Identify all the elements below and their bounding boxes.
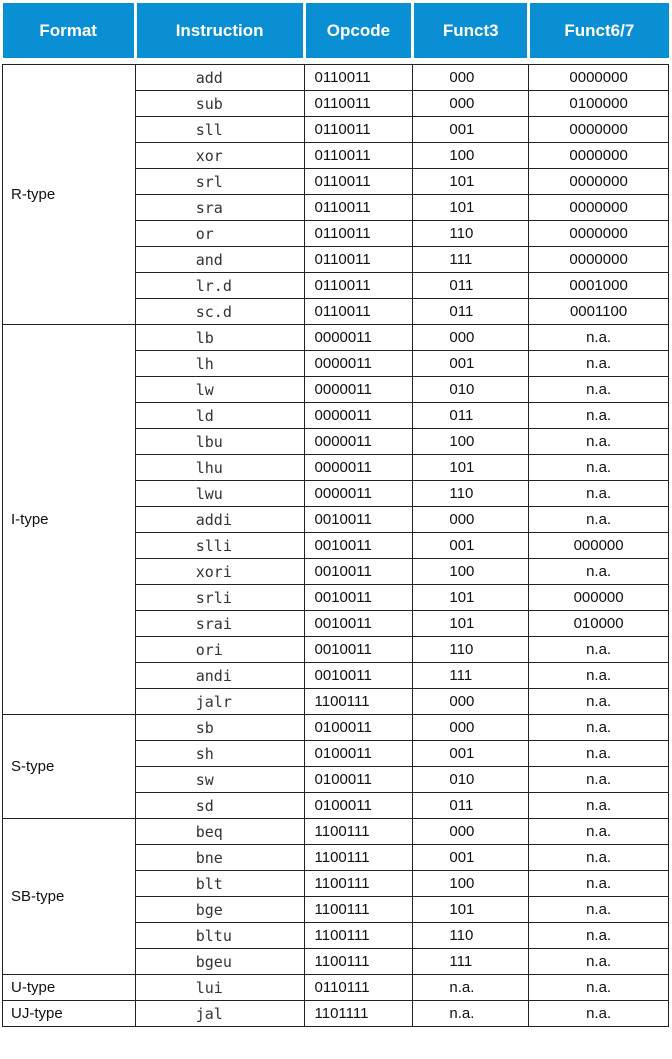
instruction-cell: sh xyxy=(135,741,304,767)
funct67-cell: n.a. xyxy=(529,559,669,585)
funct67-cell: n.a. xyxy=(529,481,669,507)
funct67-cell: 0000000 xyxy=(529,143,669,169)
instruction-cell: sub xyxy=(135,91,304,117)
funct67-cell: n.a. xyxy=(529,455,669,481)
instruction-cell: lr.d xyxy=(135,273,304,299)
instruction-cell: ori xyxy=(135,637,304,663)
opcode-cell: 0100011 xyxy=(304,767,413,793)
funct67-cell: n.a. xyxy=(529,403,669,429)
table-header xyxy=(3,3,669,58)
instruction-cell: slli xyxy=(135,533,304,559)
funct67-cell: 010000 xyxy=(529,611,669,637)
opcode-cell: 1100111 xyxy=(304,871,413,897)
instruction-cell: sd xyxy=(135,793,304,819)
opcode-cell: 0110011 xyxy=(304,221,413,247)
funct3-cell: 100 xyxy=(413,871,529,897)
instruction-cell: lh xyxy=(135,351,304,377)
funct67-cell: n.a. xyxy=(529,975,669,1001)
funct3-cell: 101 xyxy=(413,455,529,481)
funct67-cell: n.a. xyxy=(529,923,669,949)
opcode-cell: 0100011 xyxy=(304,793,413,819)
instruction-cell: xor xyxy=(135,143,304,169)
funct3-cell: 101 xyxy=(413,169,529,195)
funct67-cell: n.a. xyxy=(529,767,669,793)
instruction-cell: sra xyxy=(135,195,304,221)
header-instruction: Instruction xyxy=(135,3,304,58)
funct3-cell: 101 xyxy=(413,897,529,923)
funct3-cell: 100 xyxy=(413,559,529,585)
funct3-cell: 110 xyxy=(413,923,529,949)
funct67-cell: n.a. xyxy=(529,325,669,351)
funct3-cell: 001 xyxy=(413,741,529,767)
table-row xyxy=(3,65,669,91)
opcode-cell: 0010011 xyxy=(304,663,413,689)
instruction-cell: srli xyxy=(135,585,304,611)
instruction-cell: ld xyxy=(135,403,304,429)
opcode-cell: 0110011 xyxy=(304,273,413,299)
table-row xyxy=(3,325,669,351)
instruction-cell: lwu xyxy=(135,481,304,507)
opcode-cell: 0100011 xyxy=(304,741,413,767)
header-funct3: Funct3 xyxy=(413,3,529,58)
instruction-cell: lw xyxy=(135,377,304,403)
funct67-cell: n.a. xyxy=(529,897,669,923)
funct3-cell: 111 xyxy=(413,663,529,689)
funct3-cell: 000 xyxy=(413,65,529,91)
funct67-cell: n.a. xyxy=(529,871,669,897)
instruction-cell: lui xyxy=(135,975,304,1001)
funct67-cell: 0100000 xyxy=(529,91,669,117)
funct3-cell: 111 xyxy=(413,949,529,975)
instruction-cell: jal xyxy=(135,1001,304,1027)
instruction-cell: bltu xyxy=(135,923,304,949)
funct67-cell: 000000 xyxy=(529,585,669,611)
funct3-cell: 010 xyxy=(413,767,529,793)
funct3-cell: 000 xyxy=(413,507,529,533)
instruction-cell: beq xyxy=(135,819,304,845)
instruction-cell: and xyxy=(135,247,304,273)
opcode-cell: 0000011 xyxy=(304,481,413,507)
funct67-cell: n.a. xyxy=(529,377,669,403)
funct67-cell: 000000 xyxy=(529,533,669,559)
instruction-cell: lhu xyxy=(135,455,304,481)
funct67-cell: n.a. xyxy=(529,429,669,455)
funct3-cell: n.a. xyxy=(413,1001,529,1027)
instruction-cell: sw xyxy=(135,767,304,793)
funct67-cell: n.a. xyxy=(529,715,669,741)
format-cell: S-type xyxy=(3,715,136,819)
funct3-cell: 011 xyxy=(413,273,529,299)
opcode-cell: 0000011 xyxy=(304,455,413,481)
format-cell: I-type xyxy=(3,325,136,715)
instruction-cell: addi xyxy=(135,507,304,533)
funct67-cell: 0000000 xyxy=(529,65,669,91)
funct3-cell: n.a. xyxy=(413,975,529,1001)
funct67-cell: 0000000 xyxy=(529,169,669,195)
funct67-cell: 0000000 xyxy=(529,117,669,143)
funct3-cell: 010 xyxy=(413,377,529,403)
instruction-cell: lb xyxy=(135,325,304,351)
instruction-cell: lbu xyxy=(135,429,304,455)
instruction-cell: jalr xyxy=(135,689,304,715)
funct3-cell: 101 xyxy=(413,195,529,221)
table-body xyxy=(3,58,669,1027)
instruction-cell: add xyxy=(135,65,304,91)
funct3-cell: 100 xyxy=(413,143,529,169)
instruction-cell: blt xyxy=(135,871,304,897)
opcode-cell: 0010011 xyxy=(304,507,413,533)
opcode-cell: 1100111 xyxy=(304,845,413,871)
funct67-cell: n.a. xyxy=(529,1001,669,1027)
opcode-cell: 0110011 xyxy=(304,169,413,195)
table-row xyxy=(3,1001,669,1027)
funct67-cell: n.a. xyxy=(529,741,669,767)
opcode-cell: 1100111 xyxy=(304,689,413,715)
opcode-cell: 0110011 xyxy=(304,143,413,169)
opcode-cell: 0000011 xyxy=(304,429,413,455)
funct3-cell: 101 xyxy=(413,611,529,637)
opcode-cell: 0110011 xyxy=(304,65,413,91)
funct3-cell: 001 xyxy=(413,533,529,559)
funct67-cell: 0000000 xyxy=(529,221,669,247)
opcode-cell: 0100011 xyxy=(304,715,413,741)
instruction-cell: andi xyxy=(135,663,304,689)
instruction-cell: srai xyxy=(135,611,304,637)
format-cell: R-type xyxy=(3,65,136,325)
funct3-cell: 110 xyxy=(413,221,529,247)
opcode-cell: 1101111 xyxy=(304,1001,413,1027)
funct67-cell: n.a. xyxy=(529,845,669,871)
instruction-cell: srl xyxy=(135,169,304,195)
funct67-cell: 0000000 xyxy=(529,247,669,273)
opcode-cell: 1100111 xyxy=(304,819,413,845)
opcode-cell: 0010011 xyxy=(304,559,413,585)
opcode-cell: 1100111 xyxy=(304,923,413,949)
funct3-cell: 000 xyxy=(413,325,529,351)
funct3-cell: 110 xyxy=(413,637,529,663)
funct67-cell: n.a. xyxy=(529,793,669,819)
funct67-cell: n.a. xyxy=(529,663,669,689)
funct3-cell: 011 xyxy=(413,793,529,819)
funct3-cell: 111 xyxy=(413,247,529,273)
instruction-cell: bge xyxy=(135,897,304,923)
opcode-cell: 0010011 xyxy=(304,585,413,611)
funct3-cell: 100 xyxy=(413,429,529,455)
opcode-cell: 0110011 xyxy=(304,299,413,325)
funct67-cell: n.a. xyxy=(529,819,669,845)
opcode-cell: 0000011 xyxy=(304,403,413,429)
funct3-cell: 000 xyxy=(413,689,529,715)
funct67-cell: 0001000 xyxy=(529,273,669,299)
instruction-cell: sb xyxy=(135,715,304,741)
funct3-cell: 110 xyxy=(413,481,529,507)
opcode-cell: 0010011 xyxy=(304,637,413,663)
funct67-cell: n.a. xyxy=(529,689,669,715)
funct3-cell: 001 xyxy=(413,845,529,871)
header-funct67: Funct6/7 xyxy=(529,3,669,58)
funct67-cell: 0000000 xyxy=(529,195,669,221)
funct67-cell: n.a. xyxy=(529,507,669,533)
opcode-cell: 0010011 xyxy=(304,611,413,637)
funct67-cell: 0001100 xyxy=(529,299,669,325)
opcode-cell: 0000011 xyxy=(304,377,413,403)
opcode-cell: 0110011 xyxy=(304,247,413,273)
funct67-cell: n.a. xyxy=(529,949,669,975)
funct3-cell: 001 xyxy=(413,351,529,377)
funct67-cell: n.a. xyxy=(529,637,669,663)
format-cell: SB-type xyxy=(3,819,136,975)
instruction-cell: or xyxy=(135,221,304,247)
opcode-cell: 0110011 xyxy=(304,91,413,117)
instruction-cell: bne xyxy=(135,845,304,871)
instruction-cell: sll xyxy=(135,117,304,143)
opcode-cell: 0110011 xyxy=(304,117,413,143)
table-row xyxy=(3,975,669,1001)
funct3-cell: 101 xyxy=(413,585,529,611)
funct3-cell: 011 xyxy=(413,299,529,325)
instruction-cell: bgeu xyxy=(135,949,304,975)
instruction-cell: xori xyxy=(135,559,304,585)
opcode-cell: 0110111 xyxy=(304,975,413,1001)
format-cell: U-type xyxy=(3,975,136,1001)
instruction-cell: sc.d xyxy=(135,299,304,325)
funct3-cell: 001 xyxy=(413,117,529,143)
funct3-cell: 000 xyxy=(413,91,529,117)
funct3-cell: 000 xyxy=(413,819,529,845)
opcode-cell: 0110011 xyxy=(304,195,413,221)
opcode-cell: 0010011 xyxy=(304,533,413,559)
table-row xyxy=(3,715,669,741)
header-format: Format xyxy=(3,3,136,58)
funct3-cell: 011 xyxy=(413,403,529,429)
opcode-cell: 0000011 xyxy=(304,351,413,377)
instruction-encoding-table xyxy=(2,3,669,1027)
funct67-cell: n.a. xyxy=(529,351,669,377)
header-opcode: Opcode xyxy=(304,3,413,58)
opcode-cell: 0000011 xyxy=(304,325,413,351)
opcode-cell: 1100111 xyxy=(304,949,413,975)
funct3-cell: 000 xyxy=(413,715,529,741)
format-cell: UJ-type xyxy=(3,1001,136,1027)
table-row xyxy=(3,819,669,845)
opcode-cell: 1100111 xyxy=(304,897,413,923)
